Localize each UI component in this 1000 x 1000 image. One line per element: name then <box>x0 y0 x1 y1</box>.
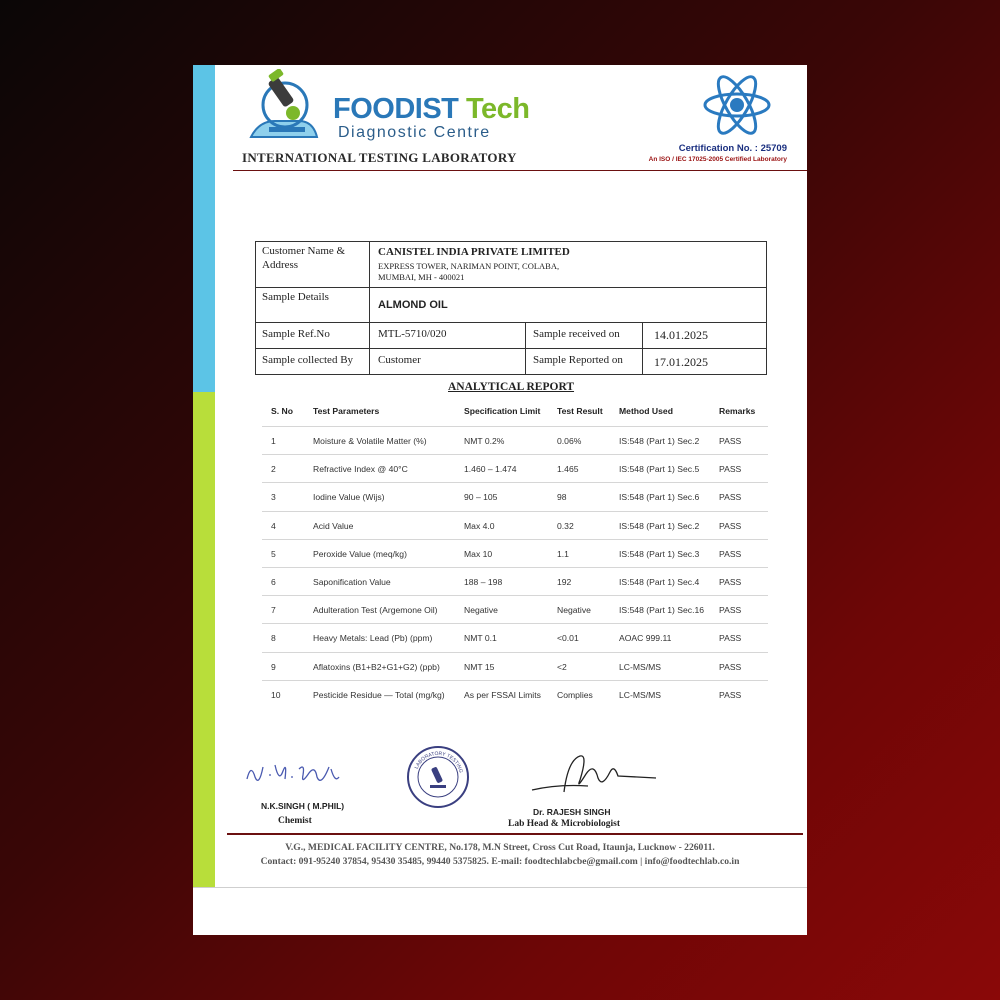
lab-report-document <box>193 65 807 935</box>
cell-spec: NMT 15 <box>464 661 495 672</box>
cell-spec: 1.460 – 1.474 <box>464 464 517 475</box>
cell-sno: 6 <box>271 577 276 587</box>
cell-parameter: Heavy Metals: Lead (Pb) (ppm) <box>313 633 433 644</box>
table-row <box>262 482 768 511</box>
table-row <box>262 652 768 681</box>
certification-number: Certification No. : 25709 <box>678 143 787 154</box>
cell-remarks: PASS <box>719 464 742 475</box>
cell-remarks: PASS <box>719 436 742 446</box>
cell-parameter: Iodine Value (Wijs) <box>313 492 385 503</box>
footer-divider <box>227 833 803 835</box>
report-title: ANALYTICAL REPORT <box>448 381 575 393</box>
sample-details-label: Sample Details <box>262 291 329 303</box>
cell-remarks: PASS <box>719 689 742 700</box>
cell-spec: 90 – 105 <box>464 492 498 503</box>
header-divider <box>233 170 807 171</box>
cell-method: IS:548 (Part 1) Sec.4 <box>619 577 700 587</box>
cell-spec: Negative <box>464 605 498 616</box>
cell-result: 0.32 <box>557 520 574 531</box>
cell-parameter: Moisture & Volatile Matter (%) <box>313 436 427 446</box>
col-header-method: Method Used <box>619 406 673 416</box>
col-header-parameter: Test Parameters <box>313 406 380 416</box>
lab-head-name: Dr. RAJESH SINGH <box>533 807 611 817</box>
cell-sno: 2 <box>271 464 276 475</box>
atom-icon <box>699 69 775 141</box>
brand-word-2: Tech <box>465 93 530 125</box>
lab-head-role: Lab Head & Microbiologist <box>508 819 620 829</box>
col-header-sno: S. No <box>271 406 293 416</box>
cell-result: 98 <box>557 492 567 503</box>
customer-name: CANISTEL INDIA PRIVATE LIMITED <box>378 246 570 258</box>
collected-label: Sample collected By <box>262 354 354 366</box>
brand-name <box>333 93 530 126</box>
cell-remarks: PASS <box>719 548 742 559</box>
received-date: 14.01.2025 <box>654 328 708 342</box>
chemist-role: Chemist <box>278 816 312 826</box>
table-row <box>262 511 768 540</box>
table-row <box>262 426 768 455</box>
col-header-result: Test Result <box>557 406 603 416</box>
brand-subtitle: Diagnostic Centre <box>338 124 491 141</box>
cell-sno: 9 <box>271 661 276 672</box>
table-row <box>262 454 768 483</box>
reported-label: Sample Reported on <box>533 354 623 366</box>
sample-ref-value: MTL-5710/020 <box>378 328 447 340</box>
side-strip-blue <box>193 65 215 392</box>
svg-text:LABORATORY TESTING: LABORATORY TESTING <box>413 750 464 774</box>
table-row <box>262 595 768 624</box>
side-strip-green <box>193 392 215 887</box>
cell-remarks: PASS <box>719 492 742 503</box>
cell-method: IS:548 (Part 1) Sec.2 <box>619 436 700 446</box>
cell-spec: NMT 0.2% <box>464 436 505 446</box>
cell-method: IS:548 (Part 1) Sec.2 <box>619 520 700 531</box>
cell-spec: NMT 0.1 <box>464 633 497 644</box>
cell-sno: 7 <box>271 605 276 616</box>
cell-method: LC-MS/MS <box>619 689 662 700</box>
cell-remarks: PASS <box>719 633 742 644</box>
table-row <box>262 623 768 652</box>
table-row <box>262 567 768 596</box>
table-row <box>262 539 768 568</box>
customer-info-table <box>255 241 767 375</box>
cell-remarks: PASS <box>719 577 742 587</box>
col-header-remarks: Remarks <box>719 406 756 416</box>
cell-sno: 8 <box>271 633 276 644</box>
received-label: Sample received on <box>533 328 620 340</box>
cell-method: LC-MS/MS <box>619 661 662 672</box>
table-header-row <box>262 398 768 426</box>
cell-parameter: Peroxide Value (meq/kg) <box>313 548 407 559</box>
cell-sno: 5 <box>271 548 276 559</box>
sample-details-value: ALMOND OIL <box>378 299 448 311</box>
cell-result: Complies <box>557 689 593 700</box>
cell-result: Negative <box>557 605 591 616</box>
cell-method: IS:548 (Part 1) Sec.5 <box>619 464 700 475</box>
cell-result: 1.1 <box>557 548 569 559</box>
cell-result: <0.01 <box>557 633 579 644</box>
customer-label-2: Address <box>262 259 299 271</box>
address-line-1: EXPRESS TOWER, NARIMAN POINT, COLABA, <box>378 261 560 271</box>
bottom-divider <box>193 887 807 888</box>
cell-result: 0.06% <box>557 436 582 446</box>
reported-date: 17.01.2025 <box>654 355 708 369</box>
cell-method: IS:548 (Part 1) Sec.3 <box>619 548 700 559</box>
col-header-spec: Specification Limit <box>464 406 541 416</box>
cell-parameter: Saponification Value <box>313 577 391 587</box>
cell-remarks: PASS <box>719 520 742 531</box>
cell-sno: 3 <box>271 492 276 503</box>
microscope-logo-icon <box>245 69 323 141</box>
cell-parameter: Pesticide Residue — Total (mg/kg) <box>313 689 445 700</box>
collected-by: Customer <box>378 354 421 366</box>
lab-title: INTERNATIONAL TESTING LABORATORY <box>242 150 517 165</box>
cell-method: IS:548 (Part 1) Sec.16 <box>619 605 705 616</box>
lab-head-signature <box>528 750 658 800</box>
cell-sno: 4 <box>271 520 276 531</box>
cell-spec: Max 4.0 <box>464 520 495 531</box>
cell-parameter: Refractive Index @ 40°C <box>313 464 408 475</box>
cell-parameter: Adulteration Test (Argemone Oil) <box>313 605 438 616</box>
cell-parameter: Acid Value <box>313 520 354 531</box>
footer-contact: Contact: 091-95240 37854, 95430 35485, 99440 5375825. E-mail: foodtechlabcbe@gmail.com | info@foodtechlab.co.in <box>260 856 740 867</box>
cell-method: IS:548 (Part 1) Sec.6 <box>619 492 700 503</box>
table-row <box>262 680 768 709</box>
cell-remarks: PASS <box>719 605 742 616</box>
customer-label: Customer Name & <box>262 245 346 257</box>
address-line-2: MUMBAI, MH - 400021 <box>378 272 465 282</box>
sample-ref-label: Sample Ref.No <box>262 328 330 340</box>
cell-sno: 10 <box>271 689 281 700</box>
cell-parameter: Aflatoxins (B1+B2+G1+G2) (ppb) <box>313 661 440 672</box>
chemist-signature <box>243 753 353 793</box>
cell-remarks: PASS <box>719 661 742 672</box>
footer-address: V.G., MEDICAL FACILITY CENTRE, No.178, M.N Street, Cross Cut Road, Itaunja, Lucknow - 226011. <box>285 842 715 853</box>
cell-result: 1.465 <box>557 464 579 475</box>
cell-spec: As per FSSAI Limits <box>464 689 541 700</box>
laboratory-seal <box>406 745 470 809</box>
cell-spec: 188 – 198 <box>464 577 503 587</box>
cell-method: AOAC 999.11 <box>619 633 672 644</box>
brand-word-1: FOODIST <box>333 93 459 125</box>
cell-spec: Max 10 <box>464 548 493 559</box>
chemist-name: N.K.SINGH ( M.PHIL) <box>261 801 345 811</box>
cell-sno: 1 <box>271 436 276 446</box>
certification-line: An ISO / IEC 17025-2005 Certified Laboratory <box>648 156 787 163</box>
cell-result: <2 <box>557 661 567 672</box>
cell-result: 192 <box>557 577 572 587</box>
